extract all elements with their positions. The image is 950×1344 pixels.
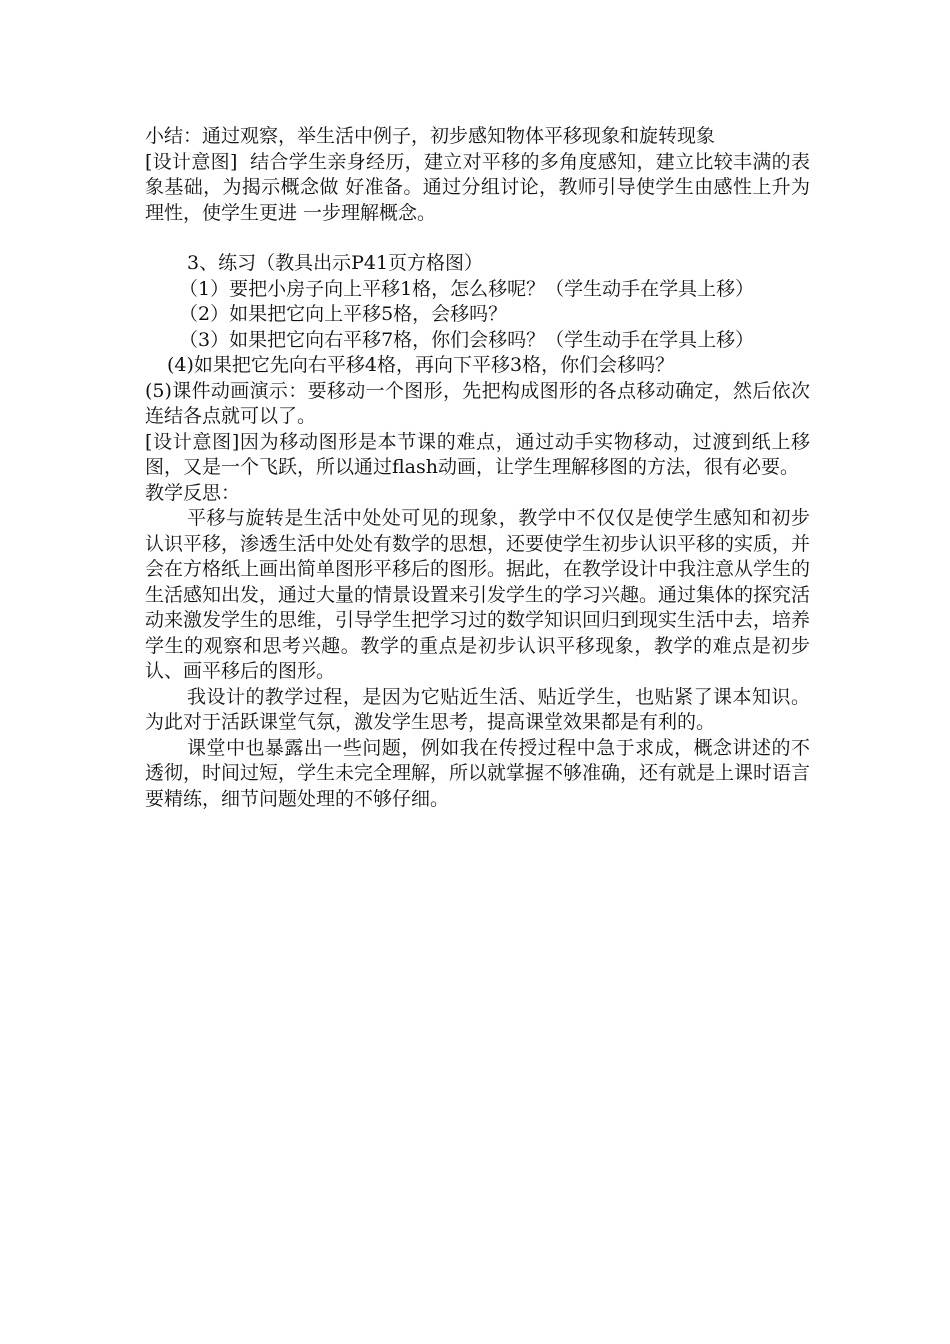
practice-item-4: (4)如果把它先向右平移4格，再向下平移3格，你们会移吗？ [167, 354, 675, 376]
design-intent-paragraph-2: [设计意图]因为移动图形是本节课的难点，通过动手实物移动，过渡到纸上移图，又是一个飞跃，所以通过flash动画，让学生理解移图的方法，很有必要。 [145, 430, 810, 478]
practice-item-2: （2）如果把它向上平移5格，会移吗？ [179, 303, 508, 325]
reflection-heading: 教学反思： [145, 481, 241, 504]
practice-item-1: （1）要把小房子向上平移1格，怎么移呢？（学生动手在学具上移） [179, 277, 755, 300]
practice-item-3: （3）如果把它向右平移7格，你们会移吗？（学生动手在学具上移） [179, 328, 755, 351]
reflection-paragraph-3: 课堂中也暴露出一些问题，例如我在传授过程中急于求成，概念讲述的不透彻，时间过短，学生未完全理解，所以就掌握不够准确，还有就是上课时语言要精练，细节问题处理的不够仔细。 [145, 736, 811, 810]
summary-paragraph: 小结：通过观察，举生活中例子，初步感知物体平移现象和旋转现象 [145, 125, 716, 147]
reflection-paragraph-2: 我设计的教学过程，是因为它贴近生活、贴近学生，也贴紧了课本知识。为此对于活跃课堂气氛，激发学生思考，提高课堂效果都是有利的。 [145, 685, 810, 733]
document-body [145, 124, 810, 812]
practice-item-5: (5)课件动画演示：要移动一个图形，先把构成图形的各点移动确定，然后依次连结各点就可以了。 [145, 379, 810, 427]
reflection-paragraph-1: 平移与旋转是生活中处处可见的现象，教学中不仅仅是使学生感知和初步认识平移，渗透生活中处处有数学的思想，还要使学生初步认识平移的实质，并会在方格纸上画出简单图形平移后的图形。据此，在教学设计中我注意从学生的生活感知出发，通过大量的情景设置来引发学生的学习兴趣。通过集体的探究活动来激发学生的思维，引导学生把学习过的数学知识回归到现实生活中去，培养学生的观察和思考兴趣。教学的重点是初步认识平移现象，教学的难点是初步认、画平移后的图形。 [145, 507, 811, 682]
design-intent-paragraph: [设计意图] 结合学生亲身经历，建立对平移的多角度感知，建立比较丰满的表象基础，为揭示概念做 好准备。通过分组讨论，教师引导使学生由感性上升为理性，使学生更进 一步理解概念。 [145, 150, 810, 224]
practice-heading: 3、练习（教具出示P41页方格图） [187, 252, 484, 274]
paragraph-gap [145, 226, 810, 251]
